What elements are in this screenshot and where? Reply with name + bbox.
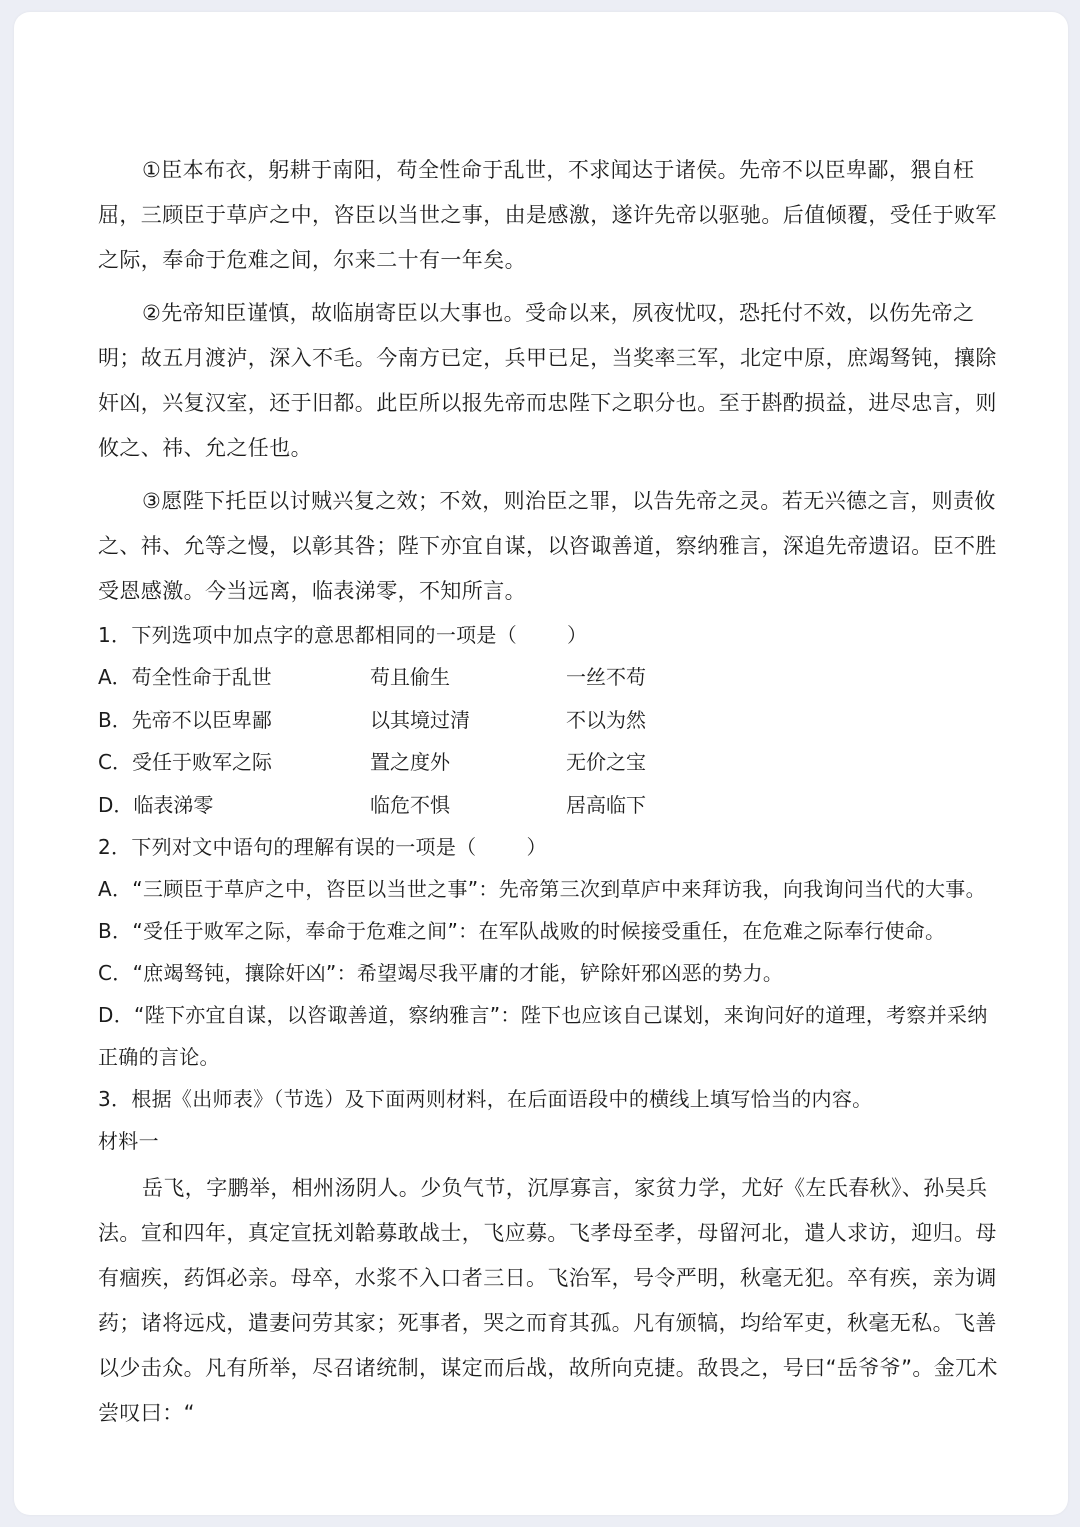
option-c-compare-2: 无价之宝 <box>566 750 646 774</box>
question-1-stem-text: 1．下列选项中加点字的意思都相同的一项是（ <box>98 623 518 647</box>
option-b-compare-2: 不以为然 <box>566 707 646 732</box>
question-2-stem <box>98 826 998 868</box>
question-1-option-d <box>98 784 998 827</box>
question-1-stem-close: ） <box>567 623 588 647</box>
material-1-label: 材料一 <box>98 1129 159 1153</box>
worksheet-page <box>14 12 1068 1515</box>
option-b-compare-1: 以其境过清 <box>370 707 470 732</box>
option-d-compare-2: 居高临下 <box>566 792 646 817</box>
option-b-sentence: B．先帝不以臣卑鄙 <box>98 707 272 732</box>
question-2-stem-text: 2．下列对文中语句的理解有误的一项是（ <box>98 835 477 859</box>
worksheet-content <box>98 148 998 1436</box>
question-2-option-c: C．“庶竭驽钝，攘除奸凶”：希望竭尽我平庸的才能，铲除奸邪凶恶的势力。 <box>98 961 784 985</box>
option-d-sentence: D．临表涕零 <box>98 792 214 817</box>
question-1-option-a <box>98 656 998 699</box>
question-2-option-b: B．“受任于败军之际，奉命于危难之间”：在军队战败的时候接受重任，在危难之际奉行使命。 <box>98 919 946 943</box>
question-1-option-c <box>98 741 998 784</box>
option-a-compare-1: 苟且偷生 <box>370 665 450 689</box>
option-a-compare-2: 一丝不苟 <box>566 665 646 689</box>
question-1-option-b <box>98 699 998 742</box>
option-c-sentence: C．受任于败军之际 <box>98 750 272 774</box>
passage-paragraph-2: ②先帝知臣谨慎，故临崩寄臣以大事也。受命以来，夙夜忧叹，恐托付不效，以伤先帝之明；故五月渡泸，深入不毛。今南方已定，兵甲已足，当奖率三军，北定中原，庶竭驽钝，攘除奸凶，兴复汉室，还于旧都。此臣所以报先帝而忠陛下之职分也。至于斟酌损益，进尽忠言，则攸之、祎、允之任也。 <box>98 301 997 460</box>
question-2-option-a: A．“三顾臣于草庐之中，咨臣以当世之事”：先帝第三次到草庐中来拜访我，向我询问当代的大事。 <box>98 877 986 901</box>
option-c-compare-1: 置之度外 <box>370 750 450 774</box>
option-d-compare-1: 临危不惧 <box>370 792 450 817</box>
passage-paragraph-3: ③愿陛下托臣以讨贼兴复之效；不效，则治臣之罪，以告先帝之灵。若无兴德之言，则责攸之、祎、允等之慢，以彰其咎；陛下亦宜自谋，以咨诹善道，察纳雅言，深追先帝遗诏。臣不胜受恩感激。今当远离，临表涕零，不知所言。 <box>98 489 997 603</box>
question-2-stem-close: ） <box>526 835 547 859</box>
option-a-sentence: A．苟全性命于乱世 <box>98 665 272 689</box>
passage-paragraph-1: ①臣本布衣，躬耕于南阳，苟全性命于乱世，不求闻达于诸侯。先帝不以臣卑鄙，猥自枉屈，三顾臣于草庐之中，咨臣以当世之事，由是感激，遂许先帝以驱驰。后值倾覆，受任于败军之际，奉命于危难之间，尔来二十有一年矣。 <box>98 158 997 272</box>
material-1-text: 岳飞，字鹏举，相州汤阴人。少负气节，沉厚寡言，家贫力学，尤好《左氏春秋》、孙吴兵法。宣和四年，真定宣抚刘韐募敢战士，飞应募。飞孝母至孝，母留河北，遣人求访，迎归。母有痼疾，药饵必亲。母卒，水浆不入口者三日。飞治军，号令严明，秋毫无犯。卒有疾，亲为调药；诸将远戍，遣妻问劳其家；死事者，哭之而育其孤。凡有颁犒，均给军吏，秋毫无私。飞善以少击众。凡有所举，尽召诸统制，谋定而后战，故所向克捷。敌畏之，号曰“岳爷爷”。金兀术尝叹曰：“ <box>98 1176 998 1425</box>
question-1-stem <box>98 614 998 656</box>
question-3-stem: 3．根据《出师表》（节选）及下面两则材料，在后面语段中的横线上填写恰当的内容。 <box>98 1087 873 1111</box>
question-2-option-d: D．“陛下亦宜自谋，以咨诹善道，察纳雅言”：陛下也应该自己谋划，来询问好的道理，考察并采纳正确的言论。 <box>98 1003 988 1069</box>
